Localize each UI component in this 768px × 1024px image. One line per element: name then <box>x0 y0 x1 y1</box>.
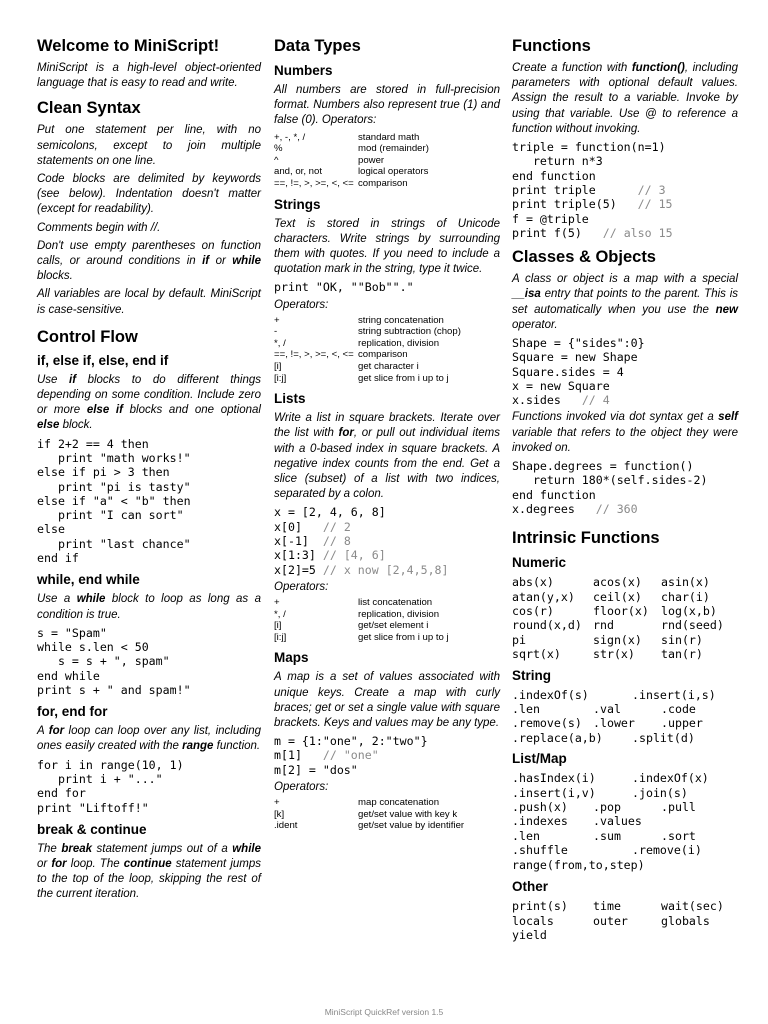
func-item: rnd(seed) <box>661 618 724 633</box>
listmap-functions-rows1-2 <box>512 771 738 800</box>
op-row: + string concatenation <box>274 314 444 326</box>
clean-p2: Code blocks are delimited by keywords (see below). Indentation doesn't matter (except for readability). <box>37 173 261 216</box>
lists-operators-label: Operators: <box>274 580 329 593</box>
classes-text-2: Functions invoked via dot syntax get a self variable that refers to the object they were invoked on. <box>512 411 738 454</box>
other-title: Other <box>512 879 549 895</box>
func-item: .val <box>593 702 621 717</box>
footer: MiniScript QuickRef version 1.5 <box>324 1007 444 1017</box>
func-item: .remove(i) <box>632 843 702 858</box>
data-types-title: Data Types <box>274 37 361 55</box>
func-item: .len <box>512 828 540 843</box>
func-item: yield <box>512 927 547 942</box>
maps-operators <box>274 797 464 832</box>
lists-title: Lists <box>274 391 306 407</box>
func-item: .replace(a,b) <box>512 730 603 745</box>
func-item: .split(d) <box>632 730 695 745</box>
welcome-title: Welcome to MiniScript! <box>37 37 220 55</box>
func-item: str(x) <box>593 647 635 662</box>
for-text: A for loop can loop over any list, including ones easily created with the range function. <box>37 725 261 753</box>
lists-text: Write a list in square brackets. Iterate over the list with for, or pull out individual items with a 0-based index in square brackets. A negative index counts from the end. Get a slice (subset) of a list with two indices, separated by a colon. <box>274 412 500 501</box>
clean-p3: Comments begin with //. <box>37 221 161 234</box>
func-item: cos(r) <box>512 604 554 618</box>
func-item: tan(r) <box>661 647 703 662</box>
classes-text: A class or object is a map with a special __isa entry that points to the parent. This is set automatically when you use the new operator. <box>512 273 738 331</box>
func-item: sin(r) <box>661 632 703 647</box>
op-row: - string subtraction (chop) <box>274 326 461 338</box>
func-item: .insert(i,s) <box>632 687 716 702</box>
op-row: [k] get/set value with key k <box>274 808 458 820</box>
maps-title: Maps <box>274 650 309 666</box>
range-function: range(from,to,step) <box>512 857 645 872</box>
func-item: .join(s) <box>632 785 688 800</box>
control-flow-title: Control Flow <box>37 327 138 346</box>
func-item: abs(x) <box>512 575 554 590</box>
listmap-functions-rows3-5 <box>512 800 738 843</box>
lists-code: x = [2, 4, 6, 8] x[0] // 2 x[-1] // 8 x[1:3] // [4, 6] x[2]=5 // x now [2,4,5,8] <box>274 505 449 577</box>
while-title: while, end while <box>37 572 140 588</box>
func-item: .indexes <box>512 814 568 829</box>
classes-code-1: Shape = {"sides":0} Square = new Shape Square.sides = 4 x = new Square x.sides // 4 <box>512 335 645 408</box>
clean-p5: All variables are local by default. MiniScript is case-sensitive. <box>37 288 261 316</box>
lists-operators <box>274 597 449 643</box>
maps-code: m = {1:"one", 2:"two"} m[1] // "one" m[2] = "dos" <box>274 734 428 777</box>
column-right <box>512 36 738 947</box>
func-item: outer <box>593 913 628 928</box>
clean-p4: Don't use empty parentheses on function calls, or around conditions in if or while blocks. <box>37 239 261 283</box>
column-left <box>37 36 261 906</box>
func-item: .sort <box>661 828 696 843</box>
numeric-functions <box>512 575 738 661</box>
func-item: char(i) <box>661 589 710 604</box>
numbers-text: All numbers are stored in full-precision format. Numbers also represent true (1) and false (0). Operators: <box>274 84 500 127</box>
strings-operators-label: Operators: <box>274 298 329 311</box>
func-item: .hasIndex(i) <box>512 771 596 786</box>
listmap-functions-row6 <box>512 843 738 857</box>
strings-text: Text is stored in strings of Unicode characters. Write strings by surrounding them with quotes. If you need to include a quotation mark in the string, type it twice. <box>274 217 500 276</box>
string-functions-row4 <box>512 731 738 745</box>
maps-text: A map is a set of values associated with unique keys. Create a map with curly braces; get or set a single value with square brackets. Keys and values may be any type. <box>274 671 500 729</box>
func-item: log(x,b) <box>661 604 717 618</box>
func-item: .code <box>661 702 696 717</box>
classes-title: Classes & Objects <box>512 248 656 267</box>
op-row: + list concatenation <box>274 596 433 608</box>
func-item: floor(x) <box>593 604 649 618</box>
intrinsic-title: Intrinsic Functions <box>512 529 660 548</box>
for-title: for, end for <box>37 704 108 720</box>
func-item: .lower <box>593 716 635 731</box>
op-row: *, / replication, division <box>274 337 440 349</box>
func-item: print(s) <box>512 899 568 914</box>
func-item: pi <box>512 632 526 647</box>
other-functions <box>512 899 738 942</box>
op-row: [i] get character i <box>274 361 419 373</box>
func-item: locals <box>512 913 554 928</box>
if-title: if, else if, else, end if <box>37 352 169 368</box>
classes-code-2: Shape.degrees = function() return 180*(self.sides-2) end function x.degrees // 360 <box>512 459 708 516</box>
functions-title: Functions <box>512 37 591 55</box>
welcome-text: MiniScript is a high-level object-oriented language that is easy to read and write. <box>37 62 261 90</box>
func-item: .indexOf(x) <box>632 771 709 786</box>
break-text: The break statement jumps out of a while or for loop. The continue statement jumps to the top of the loop, skipping the rest of the current iteration. <box>37 842 262 901</box>
string-functions-row1 <box>512 688 738 702</box>
func-item: atan(y,x) <box>512 589 575 604</box>
op-row: ^ power <box>274 154 385 166</box>
string-title: String <box>512 667 551 683</box>
op-row: *, / replication, division <box>274 608 440 620</box>
string-functions-rows2-3 <box>512 702 738 731</box>
while-text: Use a while block to loop as long as a condition is true. <box>37 593 261 621</box>
func-item: .pop <box>593 800 621 815</box>
func-item: .insert(i,v) <box>512 785 596 800</box>
strings-code: print "OK, ""Bob""." <box>274 280 414 295</box>
strings-title: Strings <box>274 196 321 212</box>
func-item: time <box>593 899 621 914</box>
op-row: and, or, not logical operators <box>274 166 429 178</box>
func-item: acos(x) <box>593 575 642 590</box>
op-row: ==, !=, >, >=, <, <= comparison <box>274 177 408 189</box>
functions-code: triple = function(n=1) return n*3 end function print triple // 3 print triple(5) // 15 f = @triple print f(5) // also 15 <box>512 140 673 240</box>
func-item: .push(x) <box>512 800 568 815</box>
func-item: .upper <box>661 716 703 731</box>
op-row: [i:j] get slice from i up to j <box>274 631 449 643</box>
strings-operators <box>274 315 461 385</box>
op-row: +, -, *, / standard math <box>274 131 420 143</box>
numbers-operators <box>274 132 429 190</box>
func-item: .sum <box>593 828 621 843</box>
func-item: round(x,d) <box>512 618 582 633</box>
func-item: .indexOf(s) <box>512 687 589 702</box>
func-item: sign(x) <box>593 632 642 647</box>
op-row: .ident get/set value by identifier <box>274 820 465 832</box>
op-row: % mod (remainder) <box>274 143 429 155</box>
func-item: rnd <box>593 618 614 633</box>
maps-operators-label: Operators: <box>274 781 329 794</box>
func-item: .shuffle <box>512 843 568 858</box>
column-middle <box>274 36 500 836</box>
if-code: if 2+2 == 4 then print "math works!" else if pi > 3 then print "pi is tasty" else if "a" < "b" then print "I can sort" else print "last chance" end if <box>37 436 191 566</box>
for-code: for i in range(10, 1) print i + "..." end for print "Liftoff!" <box>37 757 184 815</box>
func-item: .len <box>512 702 540 717</box>
listmap-title: List/Map <box>512 751 567 767</box>
numbers-title: Numbers <box>274 63 333 78</box>
op-row: [i] get/set element i <box>274 620 429 632</box>
functions-text: Create a function with function(), including parameters with optional default values. Assign the result to a variable. Invoke by using that variable. Use @ to reference a function without invoking. <box>512 62 738 135</box>
func-item: ceil(x) <box>593 589 642 604</box>
op-row: ==, !=, >, >=, <, <= comparison <box>274 349 408 361</box>
while-code: s = "Spam" while s.len < 50 s = s + ", spam" end while print s + " and spam!" <box>37 625 191 697</box>
op-row: [i:j] get slice from i up to j <box>274 372 449 384</box>
func-item: .values <box>593 814 642 829</box>
func-item: .pull <box>661 800 696 815</box>
func-item: wait(sec) <box>661 899 724 914</box>
numeric-title: Numeric <box>512 555 567 571</box>
op-row: + map concatenation <box>274 797 440 809</box>
func-item: globals <box>661 913 710 928</box>
clean-p1: Put one statement per line, with no semicolons, except to join multiple statements on one line. <box>37 124 261 167</box>
clean-syntax-title: Clean Syntax <box>37 99 141 118</box>
if-text: Use if blocks to do different things depending on some condition. Include zero or more else if blocks and one optional else block. <box>37 373 261 432</box>
func-item: sqrt(x) <box>512 647 561 662</box>
func-item: asin(x) <box>661 575 710 590</box>
break-title: break & continue <box>37 821 147 837</box>
func-item: .remove(s) <box>512 716 582 731</box>
